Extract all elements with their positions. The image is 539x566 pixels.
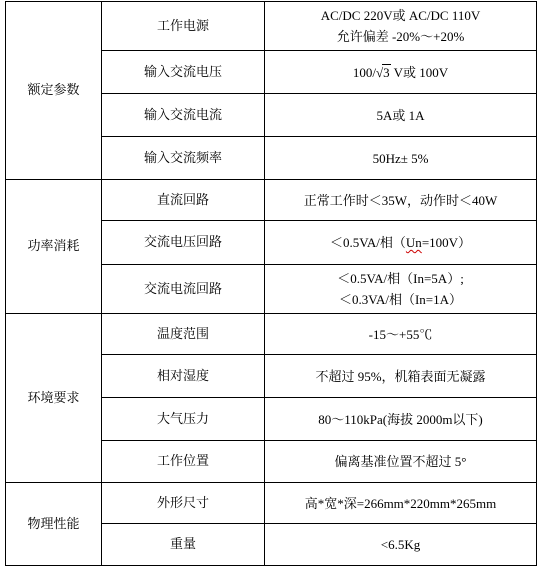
- param-value: 偏离基准位置不超过 5°: [265, 441, 537, 483]
- param-value: [265, 221, 537, 265]
- param-label: 重量: [102, 524, 265, 566]
- param-label: 工作位置: [102, 441, 265, 483]
- param-value: 高*宽*深=266mm*220mm*265mm: [265, 483, 537, 524]
- table-row: [6, 314, 537, 355]
- param-value: [265, 2, 537, 51]
- sqrt-expression: [376, 62, 391, 83]
- spellcheck-marked-text: Un: [405, 235, 422, 250]
- value-line: ＜0.5VA/相（In=5A）;: [337, 271, 464, 286]
- param-label: 温度范围: [102, 314, 265, 355]
- param-label: 工作电源: [102, 2, 265, 51]
- param-value: -15～+55℃: [265, 314, 537, 355]
- param-value: 正常工作时＜35W，动作时＜40W: [265, 180, 537, 221]
- value-prefix: 100/: [352, 64, 376, 80]
- param-label: 输入交流电流: [102, 94, 265, 137]
- sqrt-argument: 3: [383, 64, 390, 80]
- table-row: [6, 483, 537, 524]
- value-line: ＜0.3VA/相（In=1A）: [338, 292, 462, 307]
- group-label-environment: 环境要求: [6, 314, 102, 483]
- value-suffix: V或 100V: [390, 64, 449, 80]
- value-line: 允许偏差 -20%～+20%: [336, 29, 465, 44]
- value-suffix: =100V）: [421, 235, 472, 250]
- spec-table: [5, 1, 537, 566]
- param-value: <6.5Kg: [265, 524, 537, 566]
- param-label: 相对湿度: [102, 355, 265, 398]
- sqrt-symbol: √: [375, 64, 384, 80]
- param-label: 外形尺寸: [102, 483, 265, 524]
- param-label: 输入交流频率: [102, 137, 265, 180]
- param-value: 不超过 95%，机箱表面无凝露: [265, 355, 537, 398]
- value-prefix: ＜0.5VA/相（: [329, 235, 406, 250]
- param-value: [265, 265, 537, 314]
- param-value: 5A或 1A: [265, 94, 537, 137]
- group-label-physical: 物理性能: [6, 483, 102, 566]
- param-value: 80～110kPa(海拔 2000m以下): [265, 398, 537, 441]
- param-value: 50Hz± 5%: [265, 137, 537, 180]
- param-label: 直流回路: [102, 180, 265, 221]
- group-label-rated-params: 额定参数: [6, 2, 102, 180]
- param-label: 大气压力: [102, 398, 265, 441]
- param-label: 交流电压回路: [102, 221, 265, 265]
- param-label: 输入交流电压: [102, 51, 265, 94]
- group-label-power-consumption: 功率消耗: [6, 180, 102, 314]
- table-row: [6, 2, 537, 51]
- param-label: 交流电流回路: [102, 265, 265, 314]
- value-line: AC/DC 220V或 AC/DC 110V: [320, 8, 481, 23]
- param-value: [265, 51, 537, 94]
- table-row: [6, 180, 537, 221]
